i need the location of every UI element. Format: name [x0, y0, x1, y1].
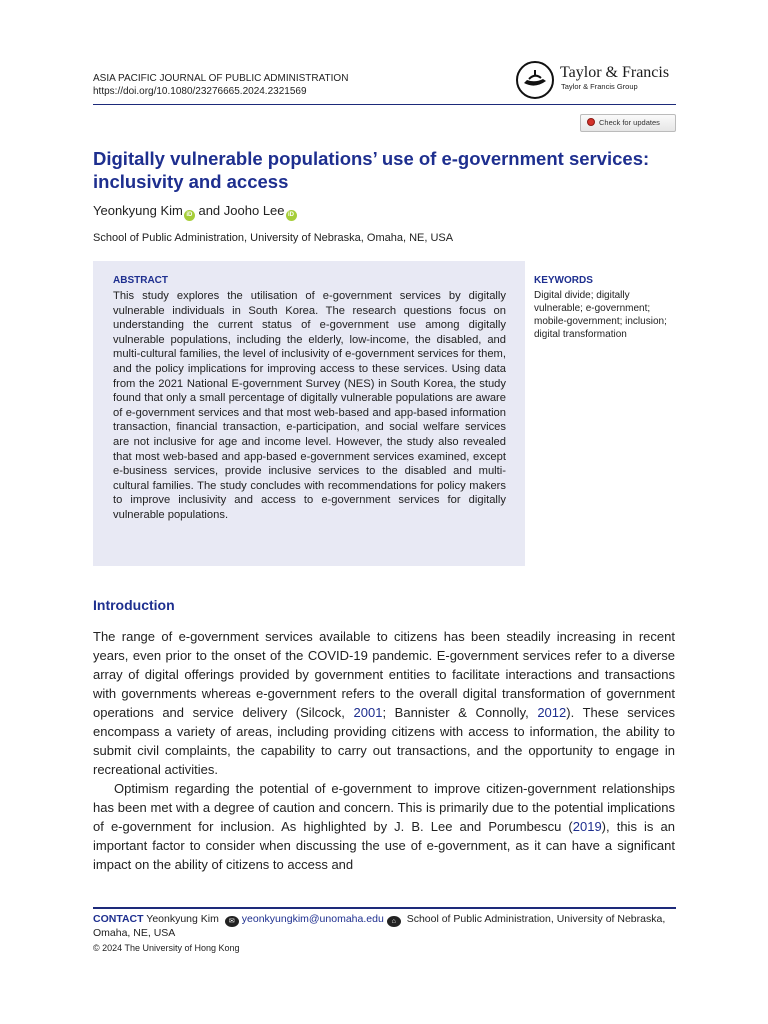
doi-link[interactable]: https://doi.org/10.1080/23276665.2024.2321569 [93, 86, 307, 97]
paragraph [93, 627, 675, 779]
text-run: ). These services encompass a variety of areas, including providing citizens with access to information, the ability to submit civil complaints, the capability to carry out transactions, and the opportunity to engage in recreational activities. [93, 705, 675, 777]
citation-link[interactable]: 2012 [537, 705, 567, 720]
article-title: Digitally vulnerable populations’ use of e-government services: inclusivity and access [93, 148, 650, 192]
check-updates-icon [587, 118, 595, 126]
journal-name: ASIA PACIFIC JOURNAL OF PUBLIC ADMINISTRATION [93, 73, 349, 84]
journal-header [93, 72, 348, 98]
section-heading: Introduction [93, 597, 175, 613]
footer-divider [93, 907, 676, 909]
text-run: The range of e-government services available to citizens has been steadily increasing in recent years, even prior to the onset of the COVID-19 pandemic. E-government services refer to a diverse array of digital offerings provided by government entities to facilitate interactions and transactions with governments whereas e-government refers to the overall digital transformation of government operations and service delivery (Silcock, [93, 629, 675, 720]
body-text [93, 627, 675, 874]
text-run: ), this is an important factor to consider when discussing the use of e-government, as it can have a significant impact on the ability of citizens to access and [93, 819, 675, 872]
author-line [93, 203, 297, 221]
orcid-icon[interactable]: iD [286, 210, 297, 221]
keywords-heading: KEYWORDS [534, 275, 593, 286]
contact-address: School of Public Administration, University of Nebraska, Omaha, NE, USA [93, 913, 666, 939]
paragraph [93, 779, 675, 874]
copyright: © 2024 The University of Hong Kong [93, 943, 240, 953]
publisher-name: Taylor & Francis [560, 64, 670, 81]
abstract-heading: ABSTRACT [113, 275, 168, 286]
affiliation: School of Public Administration, University of Nebraska, Omaha, NE, USA [93, 232, 454, 244]
check-updates-button[interactable] [580, 114, 676, 132]
author-name[interactable]: Jooho Lee [223, 203, 285, 218]
author-name[interactable]: Yeonkyung Kim [93, 203, 183, 218]
email-icon: ✉ [225, 916, 239, 927]
address-icon: ⌂ [387, 916, 401, 927]
citation-link[interactable]: 2001 [353, 705, 383, 720]
text-run: ; Bannister & Connolly, [382, 705, 538, 720]
orcid-icon[interactable]: iD [184, 210, 195, 221]
contact-label: CONTACT [93, 913, 144, 925]
citation-link[interactable]: 2019 [572, 819, 602, 834]
publisher-group: Taylor & Francis Group [561, 82, 638, 91]
text-run: Optimism regarding the potential of e-government to improve citizen-government relationships has been met with a degree of caution and concern. This is primarily due to the potential implications of e-government for inclusion. As highlighted by J. B. Lee and Porumbescu ( [93, 781, 675, 834]
header-divider [93, 104, 676, 105]
taylor-francis-lamp-logo [515, 60, 555, 100]
abstract-text: This study explores the utilisation of e-government services by digitally vulnerable individuals in South Korea. The research questions focus on understanding the current status of e-government use among digitally vulnerable populations, including the elderly, low-income, the disabled, and multi-cultural families, the level of inclusivity of e-government services for them, and the policy implications for improving access to these services. Using data from the 2021 National E-government Survey (NES) in South Korea, the study found that only a small percentage of digitally vulnerable populations are aware of e-government services and that most web-based and app-based information transaction, financial transaction, e-participation, and social welfare services are not inclusive for age and income level. However, the study also revealed that most web-based and app-based e-government services examined, except e-business services, provide inclusive services to the disabled and multi-cultural families. The study concludes with recommendations for policy makers to improve inclusivity and access to e-government services for digitally vulnerable populations. [113, 290, 506, 521]
contact-line [93, 913, 675, 941]
keywords-list: Digital divide; digitally vulnerable; e-government; mobile-government; inclusion; digital transformation [534, 290, 667, 340]
contact-email-link[interactable]: yeonkyungkim@unomaha.edu [241, 913, 384, 925]
check-updates-label: Check for updates [599, 118, 660, 127]
publisher-logo[interactable] [515, 60, 680, 100]
author-conjunction: and [194, 203, 224, 218]
abstract-box [93, 261, 525, 566]
contact-name: Yeonkyung Kim [143, 913, 222, 925]
